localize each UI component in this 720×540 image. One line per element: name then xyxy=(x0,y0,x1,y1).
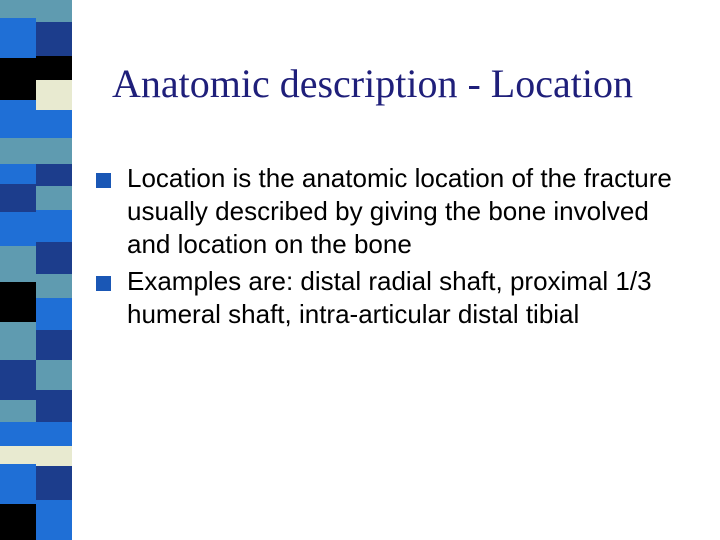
stripe-column-left xyxy=(0,0,36,540)
bullet-list xyxy=(96,162,696,335)
bullet-text: Examples are: distal radial shaft, proximal 1/3 humeral shaft, intra-articular distal tibial xyxy=(127,266,652,329)
bullet-item xyxy=(96,162,696,261)
slide-title: Anatomic description - Location xyxy=(112,61,633,106)
bullet-text: Location is the anatomic location of the fracture usually described by giving the bone involved and location on the bone xyxy=(127,163,672,259)
bullet-item xyxy=(96,265,696,331)
square-bullet-icon xyxy=(96,173,111,188)
square-bullet-icon xyxy=(96,276,111,291)
stripe-column-right xyxy=(36,0,72,540)
decorative-stripe-bar xyxy=(0,0,72,540)
